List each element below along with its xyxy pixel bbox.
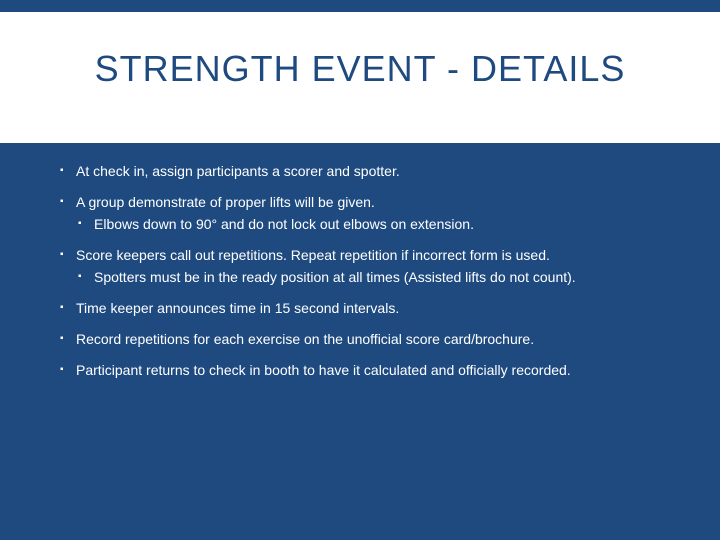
sub-bullet-text: Elbows down to 90° and do not lock out elbows on extension. [94,216,474,232]
bullet-item-1 [60,160,680,182]
bullet-text: At check in, assign participants a scorer and spotter. [76,163,400,179]
bullet-list [60,160,680,381]
bullet-text: A group demonstrate of proper lifts will be given. [76,194,375,210]
bullet-item-2 [60,191,680,213]
bullet-item-6 [60,359,680,381]
sub-bullet-item-2-1 [60,213,680,235]
top-accent-strip [0,0,720,12]
bullet-icon: ▪ [60,165,64,176]
bullet-text: Score keepers call out repetitions. Repeat repetition if incorrect form is used. [76,247,550,263]
bullet-item-3 [60,244,680,266]
slide-title: STRENGTH EVENT - DETAILS [94,48,626,89]
bullet-item-4 [60,297,680,319]
bullet-text: Record repetitions for each exercise on the unofficial score card/brochure. [76,331,535,347]
sub-bullet-item-3-1 [60,266,680,288]
bullet-icon: ▪ [60,364,64,375]
bullet-icon: ▪ [60,249,64,260]
bullet-icon: ▪ [78,271,82,282]
bullet-icon: ▪ [60,302,64,313]
bullet-text: Time keeper announces time in 15 second intervals. [76,300,400,316]
bullet-icon: ▪ [60,333,64,344]
sub-bullet-text: Spotters must be in the ready position at all times (Assisted lifts do not count). [94,269,576,285]
bullet-icon: ▪ [60,196,64,207]
bullet-text: Participant returns to check in booth to have it calculated and officially recorded. [76,362,571,378]
bullet-icon: ▪ [78,218,82,229]
bullet-item-5 [60,328,680,350]
